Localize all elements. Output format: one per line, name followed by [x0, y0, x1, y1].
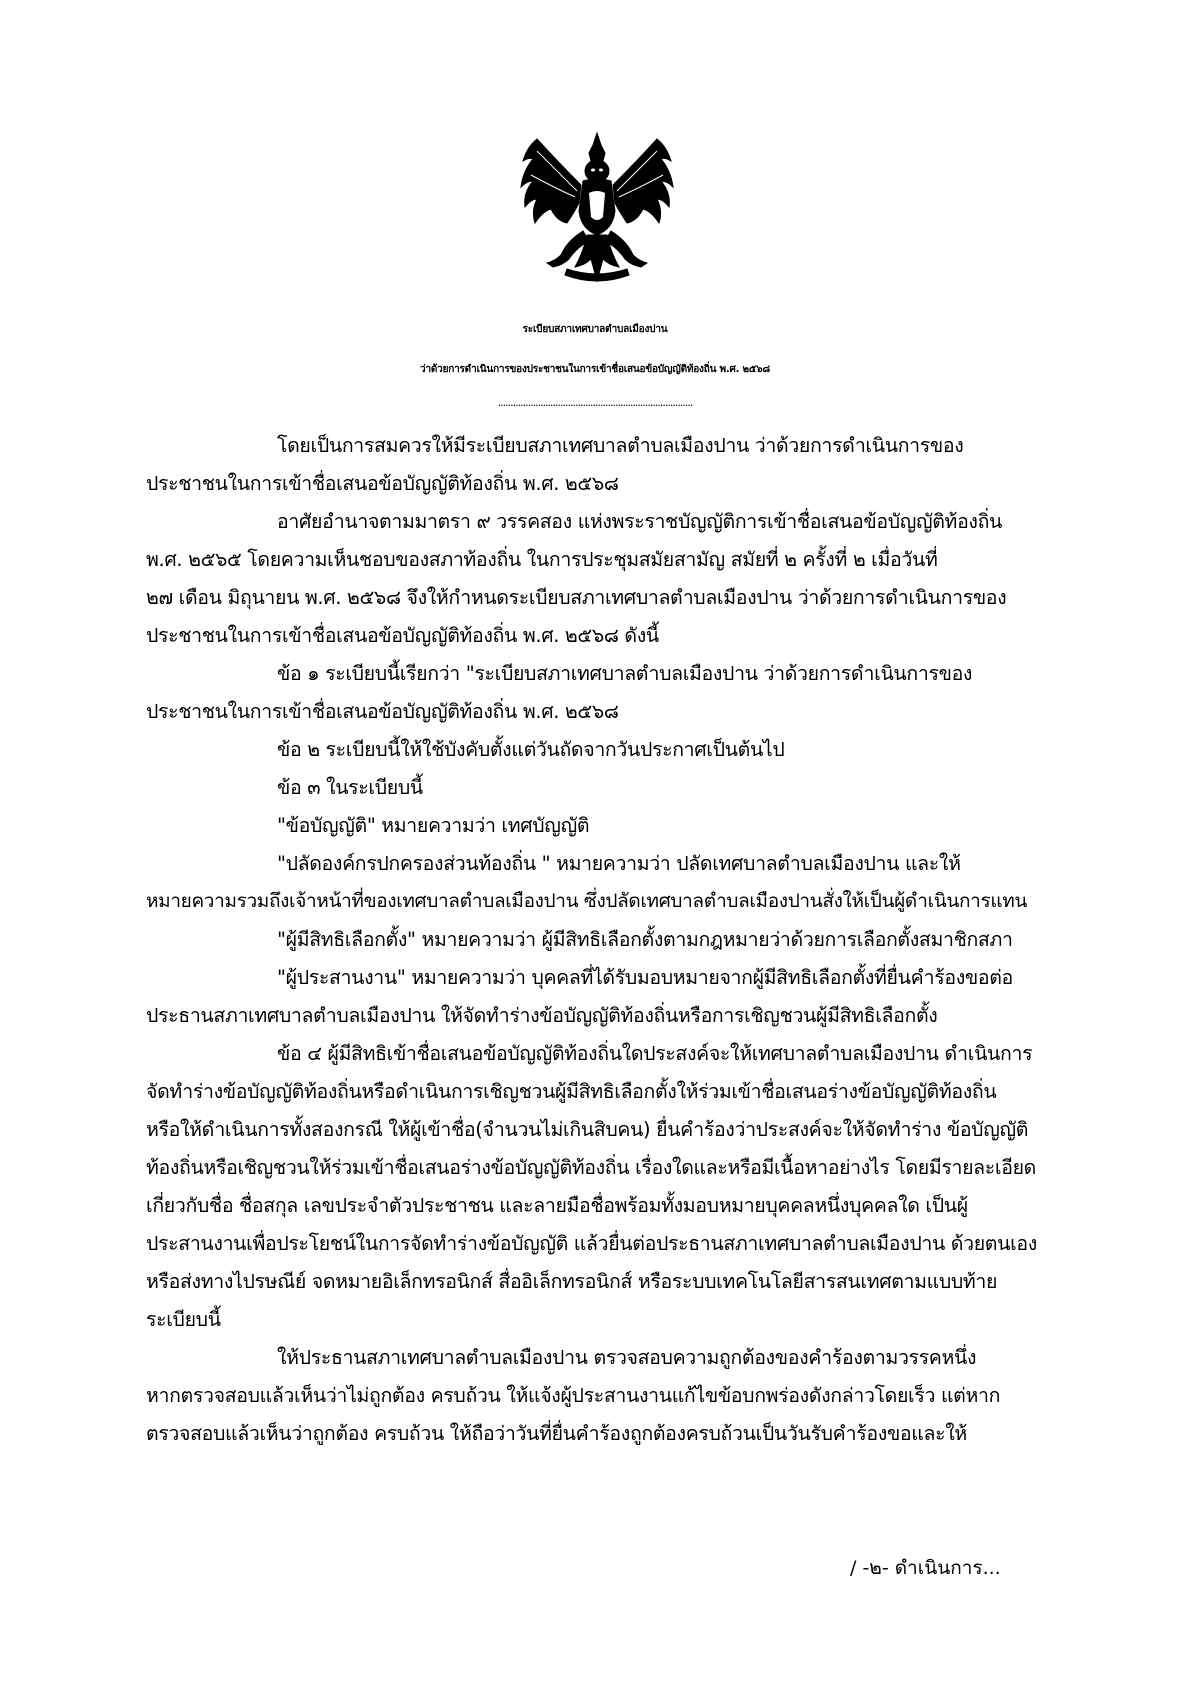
document-title: ระเบียบสภาเทศบาลตำบลเมืองปาน	[522, 324, 668, 335]
definition-clerk-line-2: หมายความรวมถึงเจ้าหน้าที่ของเทศบาลตำบลเมืองปาน ซึ่งปลัดเทศบาลตำบลเมืองปานสั่งให้เป็นผู้ดำเนินการแทน	[146, 890, 1028, 912]
authority-line-1: อาศัยอำนาจตามมาตรา ๙ วรรคสอง แห่งพระราชบัญญัติการเข้าชื่อเสนอข้อบัญญัติท้องถิ่น	[277, 510, 1003, 533]
clause-2-line: ข้อ ๒ ระเบียบนี้ให้ใช้บังคับตั้งแต่วันถัดจากวันประกาศเป็นต้นไป	[277, 738, 785, 761]
clause-1-line-2: ประชาชนในการเข้าชื่อเสนอข้อบัญญัติท้องถิ่น พ.ศ. ๒๕๖๘	[146, 700, 619, 723]
definition-voter: "ผู้มีสิทธิเลือกตั้ง" หมายความว่า ผู้มีสิทธิเลือกตั้งตามกฎหมายว่าด้วยการเลือกตั้งสมาชิกสภา	[277, 928, 1013, 951]
definition-coordinator-line-2: ประธานสภาเทศบาลตำบลเมืองปาน ให้จัดทำร่างข้อบัญญัติท้องถิ่นหรือการเชิญชวนผู้มีสิทธิเลือกตั้ง	[146, 1004, 938, 1027]
authority-line-2: พ.ศ. ๒๕๖๕ โดยความเห็นชอบของสภาท้องถิ่น ในการประชุมสมัยสามัญ สมัยที่ ๒ ครั้งที่ ๒ เมื่อวันที่	[146, 548, 938, 571]
definition-clerk-line-1: "ปลัดองค์กรปกครองส่วนท้องถิ่น " หมายความว่า ปลัดเทศบาลตำบลเมืองปาน และให้	[277, 852, 961, 875]
preamble-line-2: ประชาชนในการเข้าชื่อเสนอข้อบัญญัติท้องถิ่น พ.ศ. ๒๕๖๘	[146, 472, 619, 495]
clause-4-line-6: ประสานงานเพื่อประโยชน์ในการจัดทำร่างข้อบัญญัติ แล้วยื่นต่อประธานสภาเทศบาลตำบลเมืองปาน ด้วยตนเอง	[146, 1232, 1037, 1255]
definition-coordinator-line-1: "ผู้ประสานงาน" หมายความว่า บุคคลที่ได้รับมอบหมายจากผู้มีสิทธิเลือกตั้งที่ยื่นคำร้องขอต่อ	[277, 966, 1013, 989]
clause-1-line-1: ข้อ ๑ ระเบียบนี้เรียกว่า "ระเบียบสภาเทศบาลตำบลเมืองปาน ว่าด้วยการดำเนินการของ	[277, 662, 973, 685]
preamble-line-1: โดยเป็นการสมควรให้มีระเบียบสภาเทศบาลตำบลเมืองปาน ว่าด้วยการดำเนินการของ	[277, 434, 964, 457]
document-subtitle: ว่าด้วยการดำเนินการของประชาชนในการเข้าชื่อเสนอข้อบัญญัติท้องถิ่น พ.ศ. ๒๕๖๘	[420, 364, 770, 375]
clause-4-line-7: หรือส่งทางไปรษณีย์ จดหมายอิเล็กทรอนิกส์ สื่ออิเล็กทรอนิกส์ หรือระบบเทคโนโลยีสารสนเทศตามแบบท้าย	[146, 1270, 998, 1293]
title-separator: ..............................................................................	[497, 396, 693, 409]
clause-4-line-3: หรือให้ดำเนินการทั้งสองกรณี ให้ผู้เข้าชื่อ(จำนวนไม่เกินสิบคน) ยื่นคำร้องว่าประสงค์จะให้จัดทำร่าง ข้อบัญญัติ	[146, 1118, 1029, 1141]
definition-regulation: "ข้อบัญญัติ" หมายความว่า เทศบัญญัติ	[277, 814, 590, 837]
clause-4-line-8: ระเบียบนี้	[146, 1308, 221, 1331]
clause-4-line-2: จัดทำร่างข้อบัญญัติท้องถิ่นหรือดำเนินการเชิญชวนผู้มีสิทธิเลือกตั้งให้ร่วมเข้าชื่อเสนอร่างข้อบัญญัติท้องถิ่น	[146, 1080, 997, 1103]
garuda-emblem-icon	[517, 131, 677, 289]
clause-4-line-1: ข้อ ๔ ผู้มีสิทธิเข้าชื่อเสนอข้อบัญญัติท้องถิ่นใดประสงค์จะให้เทศบาลตำบลเมืองปาน ดำเนินการ	[277, 1042, 1033, 1065]
authority-line-4: ประชาชนในการเข้าชื่อเสนอข้อบัญญัติท้องถิ่น พ.ศ. ๒๕๖๘ ดังนี้	[146, 624, 659, 647]
authority-line-3: ๒๗ เดือน มิถุนายน พ.ศ. ๒๕๖๘ จึงให้กำหนดระเบียบสภาเทศบาลตำบลเมืองปาน ว่าด้วยการดำเนินการของ	[146, 586, 1007, 609]
verification-line-1: ให้ประธานสภาเทศบาลตำบลเมืองปาน ตรวจสอบความถูกต้องของคำร้องตามวรรคหนึ่ง	[277, 1346, 977, 1369]
verification-line-3: ตรวจสอบแล้วเห็นว่าถูกต้อง ครบถ้วน ให้ถือว่าวันที่ยื่นคำร้องถูกต้องครบถ้วนเป็นวันรับคำร้องขอและให้	[146, 1422, 967, 1445]
clause-4-line-5: เกี่ยวกับชื่อ ชื่อสกุล เลขประจำตัวประชาชน และลายมือชื่อพร้อมทั้งมอบหมายบุคคลหนึ่งบุคคลใด เป็นผู้	[146, 1194, 968, 1217]
clause-3-line: ข้อ ๓ ในระเบียบนี้	[277, 776, 423, 799]
verification-line-2: หากตรวจสอบแล้วเห็นว่าไม่ถูกต้อง ครบถ้วน ให้แจ้งผู้ประสานงานแก้ไขข้อบกพร่องดังกล่าวโดยเร็ว แต่หาก	[146, 1384, 1001, 1407]
clause-4-line-4: ท้องถิ่นหรือเชิญชวนให้ร่วมเข้าชื่อเสนอร่างข้อบัญญัติท้องถิ่น เรื่องใดและหรือมีเนื้อหาอย่างไร โดยมีรายละเอียด	[146, 1156, 1036, 1179]
page-continuation-footer: / -๒- ดำเนินการ...	[850, 1557, 1001, 1579]
